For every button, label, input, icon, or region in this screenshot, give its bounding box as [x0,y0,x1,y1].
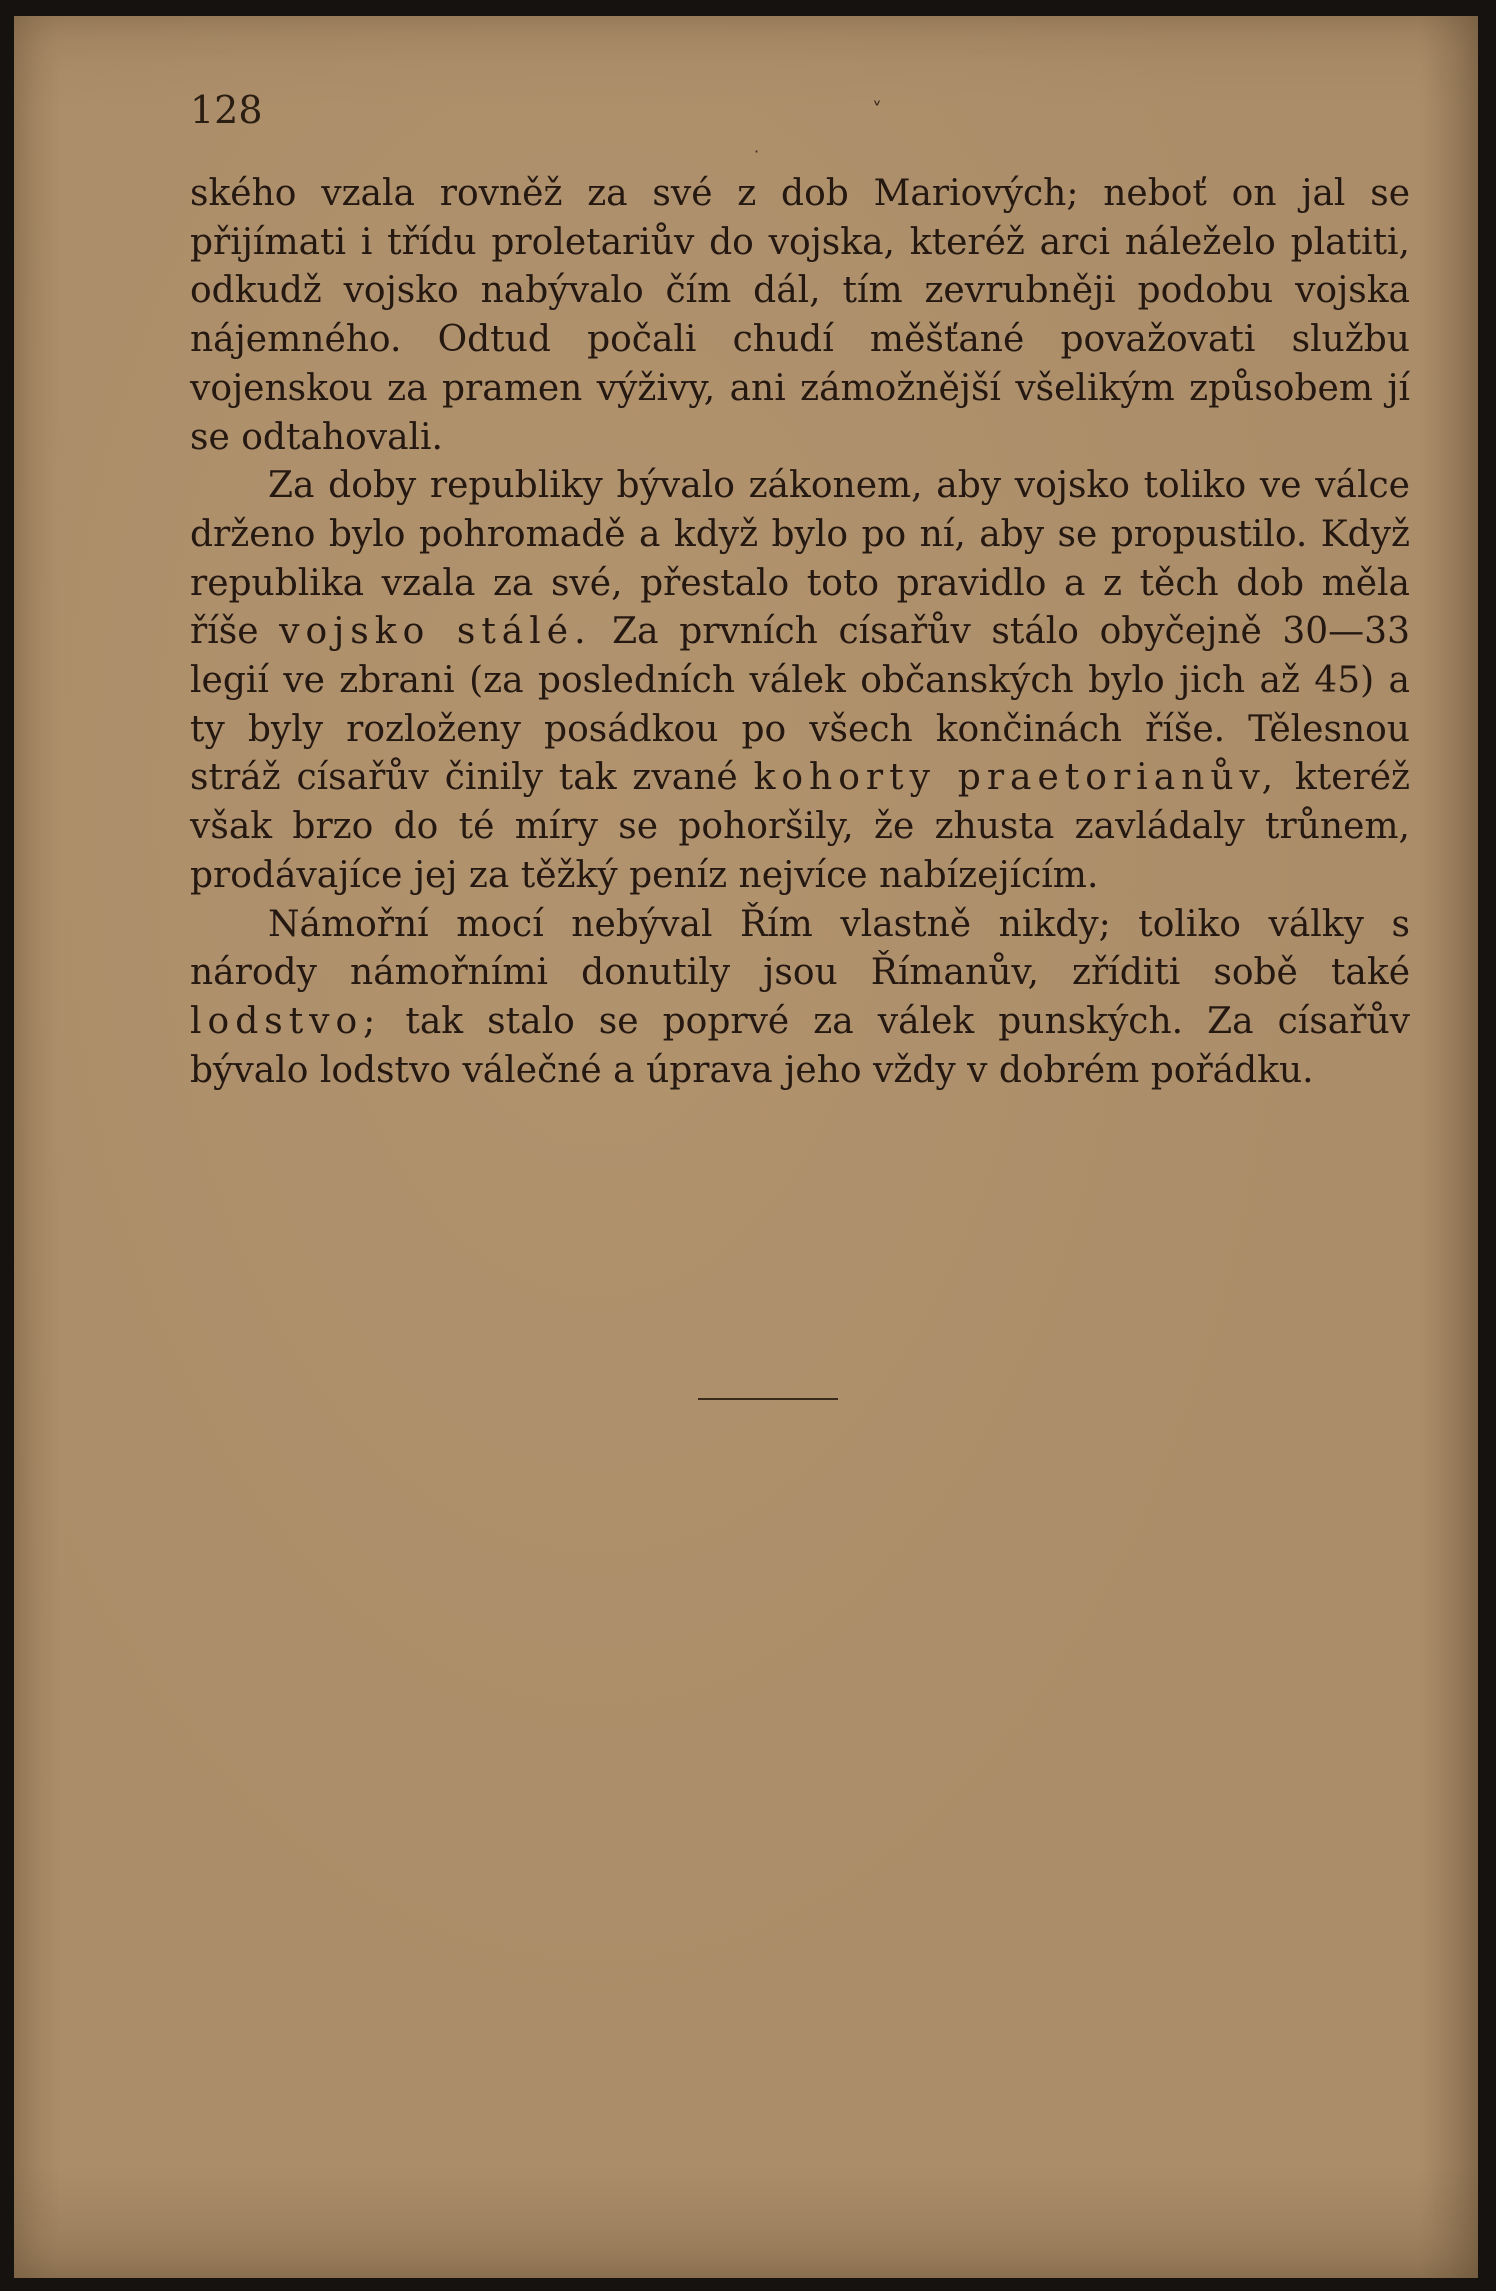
text-segment: Za doby republiky bývalo zákonem, aby vojsko toliko ve válce drženo bylo pohromadě a když bylo po ní, aby se propustilo. Když republika vzala za své, přestalo toto pravidlo a z těch dob měla říše [190,465,1410,653]
page-number: 128 [190,88,263,132]
text-segment: kteréž však brzo do té míry se pohoršily, že zhusta zavládaly trůnem, prodávajíce jej za těžký peníz nejvíce nabízejícím. [190,757,1410,896]
body-text [190,170,1410,1095]
ink-speck: ˅ [872,98,882,122]
text-segment: Námořní mocí nebýval Řím vlastně nikdy; toliko války s národy námořními donutily jsou Římanův, zříditi sobě také [190,903,1410,994]
emphasized-text: lodstvo; [190,1000,382,1042]
text-segment: tak stalo se poprvé za válek punských. Za císařův bývalo lodstvo válečné a úprava jeho vždy v dobrém pořádku. [190,1000,1410,1091]
text-segment: Za prvních císařův stálo obyčejně 30—33 legií ve zbrani (za posledních válek občanských bylo jich až 45) a ty byly rozloženy posádkou po všech končinách říše. Tělesnou stráž císařův činily tak zvané [190,611,1410,799]
paragraph [190,901,1410,1096]
emphasized-text: vojsko stálé. [279,611,592,653]
ink-speck: · [754,142,760,161]
book-page [14,16,1478,2278]
paragraph [190,170,1410,462]
paragraph [190,462,1410,900]
emphasized-text: kohorty praetorianův, [753,757,1280,799]
text-segment: ského vzala rovněž za své z dob Mariových; neboť on jal se přijímati i třídu proletariův do vojska, kteréž arci náleželo platiti, odkudž vojsko nabývalo čím dál, tím zevrubněji podobu vojska nájemného. Odtud počali chudí měšťané považovati službu vojenskou za pramen výživy, ani zámožnější všelikým způsobem jí se odtahovali. [190,173,1410,458]
section-divider [698,1398,838,1400]
